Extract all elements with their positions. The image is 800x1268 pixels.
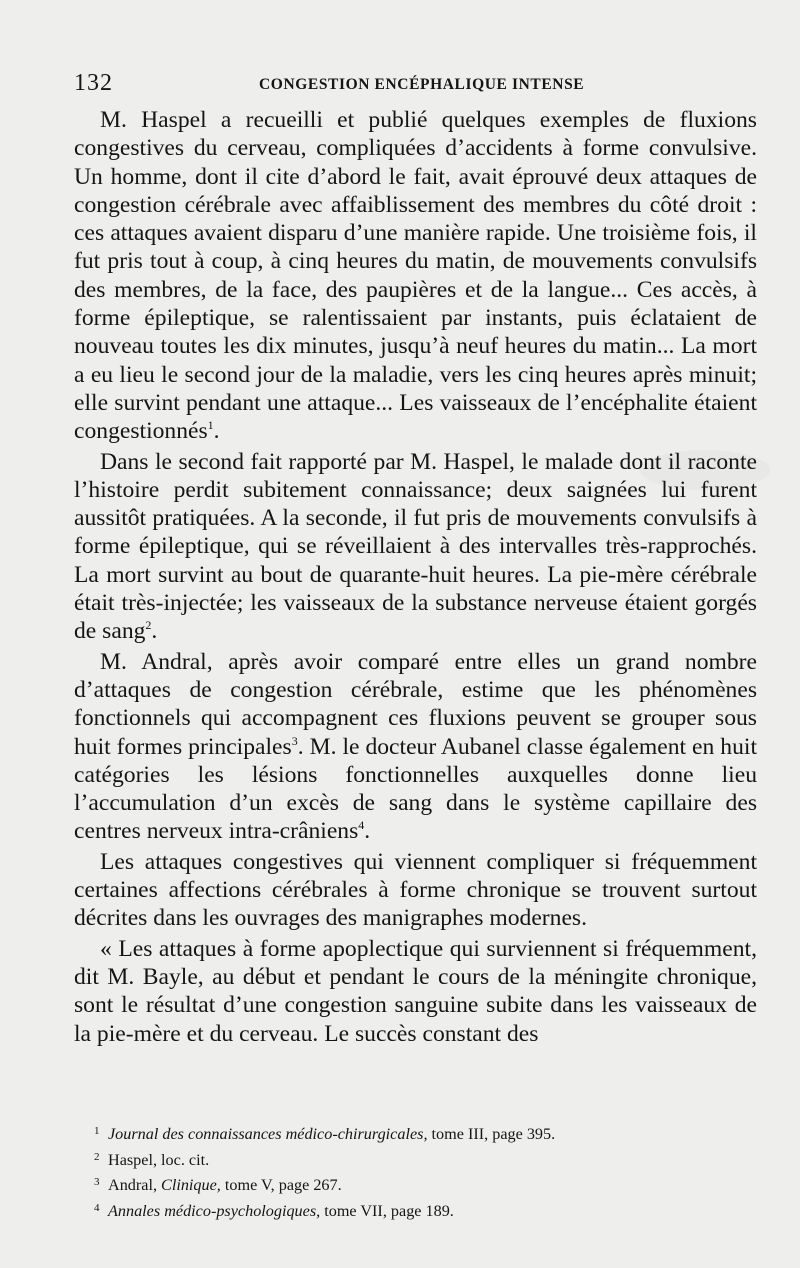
paragraph-2-end: . (151, 618, 158, 645)
footnote-ref-2: 2 (145, 618, 152, 633)
footnote-title: Journal des connaissances médico-chirurgicales, (108, 1125, 428, 1143)
footnote-mark: 1 (94, 1125, 100, 1137)
paragraph-3 (74, 648, 757, 846)
footnote-ref-4: 4 (358, 818, 365, 833)
body-text (74, 106, 757, 1048)
footnote-detail: tome V, page 267. (220, 1176, 342, 1194)
paragraph-3-text-a: M. Andral, après avoir comparé entre elles un grand nombre d’attaques de congestion cérébrale, estime que les phénomènes fonctionnels qui accompagnent ces fluxions peuvent se grouper sous huit formes principales (74, 648, 757, 760)
paragraph-2 (74, 448, 757, 646)
page-header (74, 70, 764, 100)
footnotes (94, 1120, 754, 1222)
footnote-title: Clinique, (161, 1176, 221, 1194)
footnote-ref-3: 3 (291, 733, 298, 748)
paragraph-2-text: Dans le second fait rapporté par M. Haspel, le malade dont il raconte l’histoire perdit subitement connaissance; deux saignées lui furent aussitôt pratiquées. A la seconde, il fut pris de mouvements convulsifs à forme épileptique, qui se réveillaient à des intervalles très-rapprochés. La mort survint au bout de quarante-huit heures. La pie-mère cérébrale était très-injectée; les vaisseaux de la substance nerveuse étaient gorgés de sang (74, 448, 757, 645)
footnote-mark: 3 (94, 1176, 100, 1188)
paragraph-3-text-b: . M. le docteur Aubanel classe également en huit catégories les lésions fonctionnelles auxquelles donne lieu l’accumulation d’un excès de sang dans le système capillaire des centres nerveux intra-crâniens (74, 733, 757, 845)
footnote-mark: 4 (94, 1201, 100, 1214)
footnote-ref-1: 1 (207, 418, 214, 433)
paragraph-5: « Les attaques à forme apoplectique qui surviennent si fréquemment, dit M. Bayle, au début et pendant le cours de la méningite chronique, sont le résultat d’une congestion sanguine subite dans les vaisseaux de la pie-mère et du cerveau. Le succès constant des (74, 935, 757, 1047)
footnote-1 (94, 1120, 754, 1146)
paragraph-3-end: . (364, 818, 371, 845)
paragraph-4: Les attaques congestives qui viennent compliquer si fréquemment certaines affections cérébrales à forme chronique se trouvent surtout décrites dans les ouvrages des manigraphes modernes. (74, 848, 757, 932)
paragraph-1-text: M. Haspel a recueilli et publié quelques exemples de fluxions congestives du cerveau, compliquées d’accidents à forme convulsive. Un homme, dont il cite d’abord le fait, avait éprouvé deux attaques de congestion cérébrale avec affaiblissement des membres du côté droit : ces attaques avaient disparu d’une manière rapide. Une troisième fois, il fut pris tout à coup, à cinq heures du matin, de mouvements convulsifs des membres, de la face, des paupières et de la langue... Ces accès, à forme épileptique, se ralentissaient par instants, puis éclataient de nouveau toutes les dix minutes, jusqu’à neuf heures du matin... La mort a eu lieu le second jour de la maladie, vers les cinq heures après minuit; elle survint pendant une attaque... Les vaisseaux de l’encéphalite étaient congestionnés (74, 107, 757, 445)
footnote-2 (94, 1146, 754, 1172)
footnote-mark: 2 (94, 1150, 100, 1163)
paragraph-1-end: . (213, 418, 220, 445)
footnote-author: Andral, (108, 1176, 162, 1194)
page-number: 132 (74, 70, 113, 96)
footnote-3 (94, 1171, 754, 1197)
paragraph-1 (74, 106, 757, 446)
footnote-detail: tome VII, page 189. (320, 1201, 454, 1220)
footnote-title: Annales médico-psychologiques, (108, 1201, 321, 1220)
footnote-detail: tome III, page 395. (427, 1125, 556, 1143)
running-title: CONGESTION ENCÉPHALIQUE INTENSE (259, 76, 585, 93)
footnote-4 (94, 1197, 754, 1223)
footnote-detail: Haspel, loc. cit. (108, 1150, 210, 1169)
